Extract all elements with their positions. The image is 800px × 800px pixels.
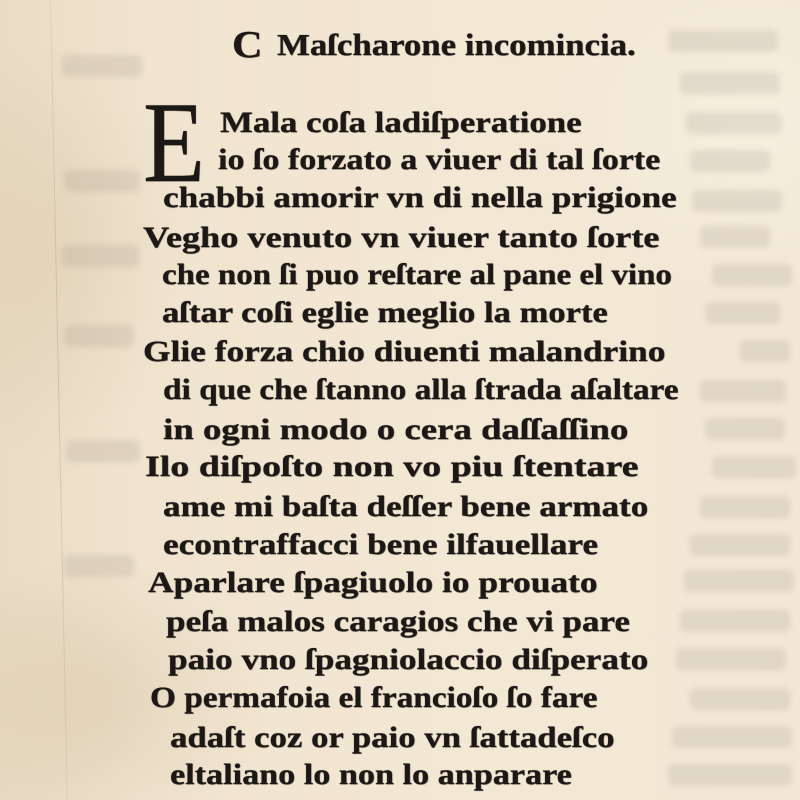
verse-line: che non ſi puo reſtare al pane el vino bbox=[162, 258, 672, 291]
drop-capital: E bbox=[143, 79, 205, 207]
verse-line: O permafoia el francioſo ſo fare bbox=[150, 681, 598, 714]
verse-line: Ilo diſpoſto non vo piu ſtentare bbox=[145, 450, 639, 483]
verse-line: econtraffacci bene ilfauellare bbox=[163, 528, 598, 561]
paragraph-mark: C bbox=[232, 24, 263, 66]
verse-line: Mala coſa ladiſperatione bbox=[220, 106, 582, 139]
page-fold-line bbox=[50, 0, 68, 800]
verse-line: adaſt coz or paio vn ſattadeſco bbox=[170, 721, 615, 754]
verse-line: peſa malos caragios che vi pare bbox=[166, 605, 630, 638]
verse-line: eltaliano lo non lo anparare bbox=[170, 758, 572, 791]
verse-line: paio vno ſpagniolaccio diſperato bbox=[168, 643, 649, 676]
verse-line: ame mi baſta deſſer bene armato bbox=[163, 490, 649, 523]
verse-line: in ogni modo o cera daſſaſſino bbox=[163, 413, 629, 446]
verse-line: Glie forza chio diuenti malandrino bbox=[143, 335, 666, 368]
page-heading: Maſcharone incomincia. bbox=[277, 27, 636, 62]
verse-line: chabbi amorir vn di nella prigione bbox=[163, 181, 677, 214]
verse-line: aſtar coſi eglie meglio la morte bbox=[162, 296, 608, 329]
verse-line: di que che ſtanno alla ſtrada aſaltare bbox=[163, 373, 679, 406]
verse-line: Vegho venuto vn viuer tanto ſorte bbox=[143, 221, 660, 254]
verse-line: Aparlare ſpagiuolo io prouato bbox=[148, 566, 598, 599]
verse-line: io ſo forzato a viuer di tal ſorte bbox=[218, 143, 661, 176]
